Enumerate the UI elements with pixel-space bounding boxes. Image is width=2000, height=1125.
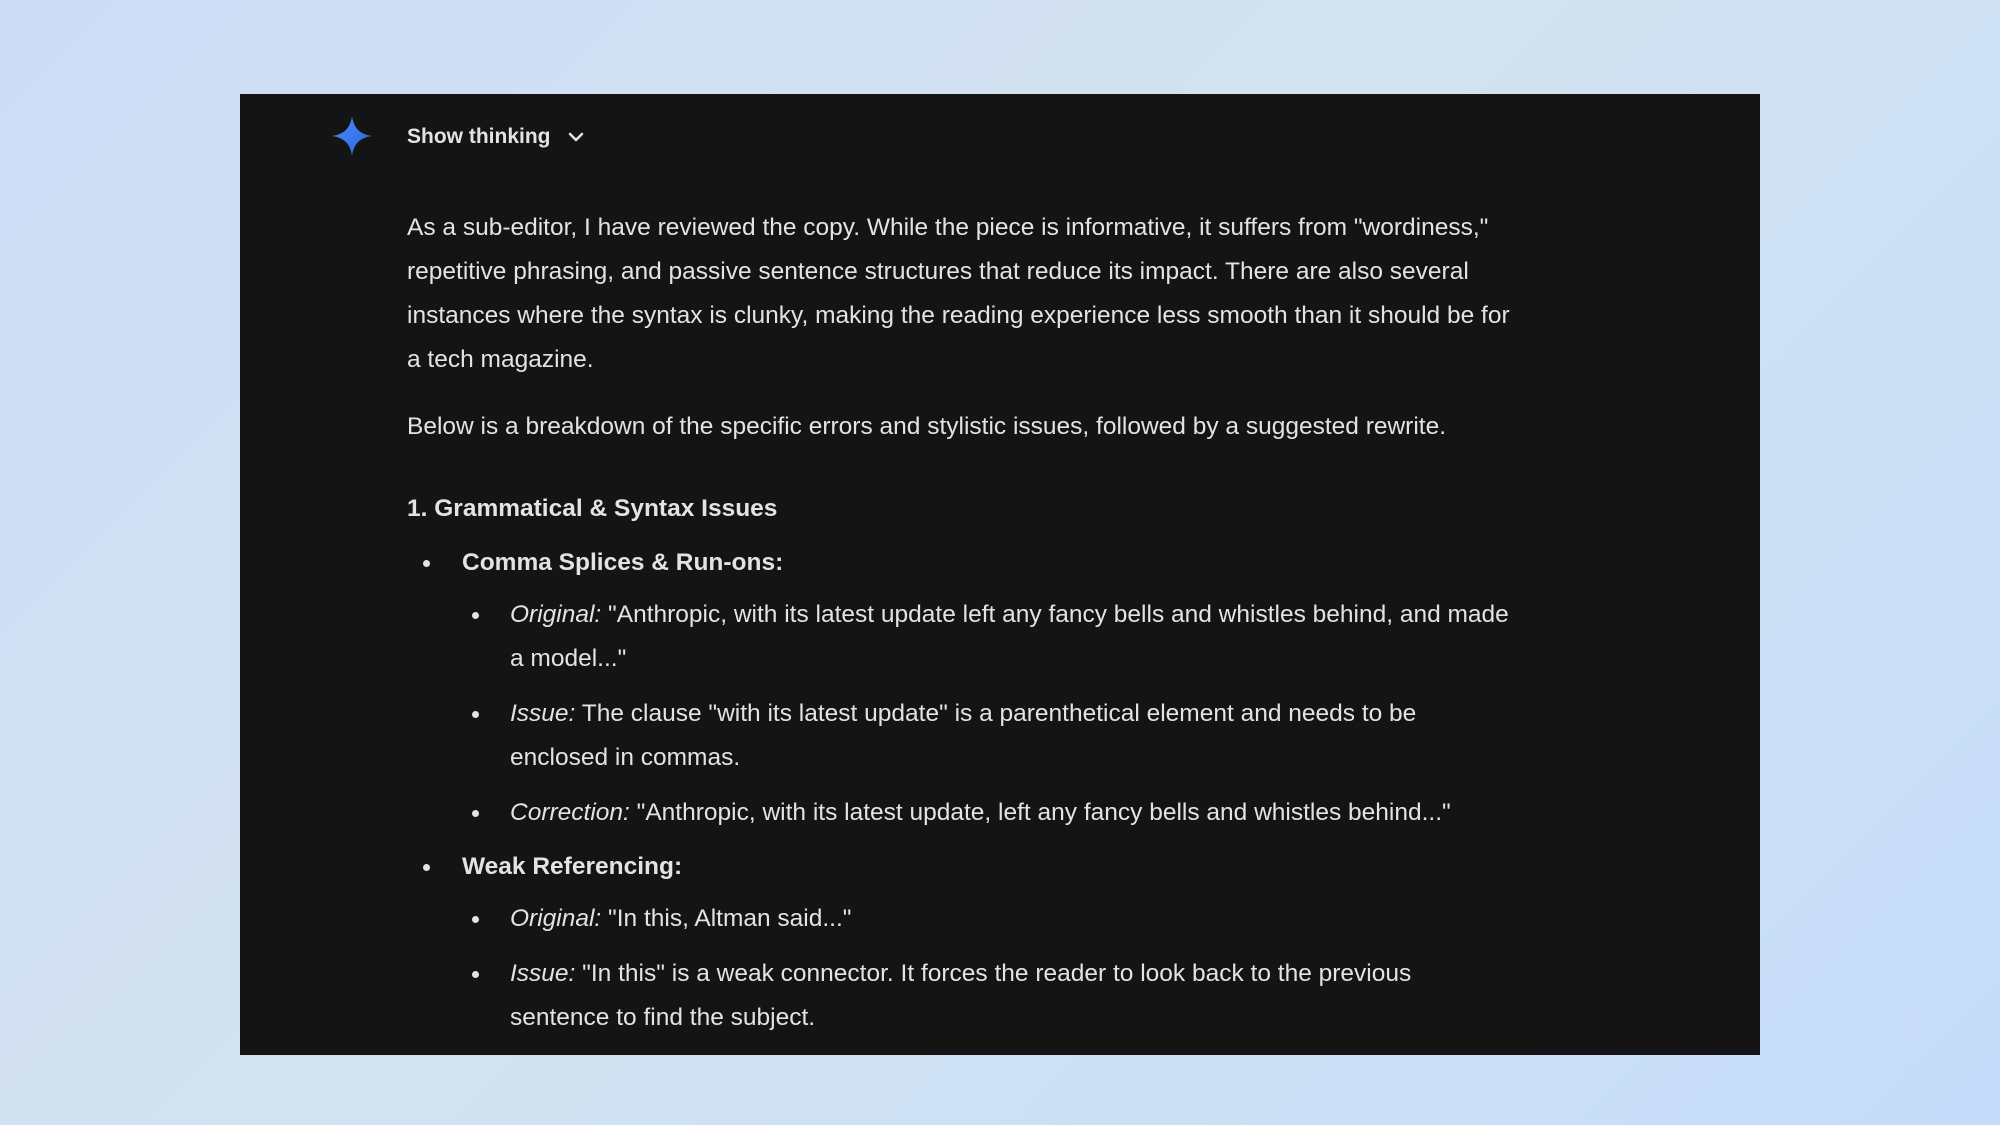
sub-list-item: [462, 791, 1517, 835]
sub-item-label: Correction:: [510, 799, 630, 826]
chat-response-panel: [240, 94, 1760, 1055]
show-thinking-label: Show thinking: [407, 125, 551, 148]
sub-item-label: Original:: [510, 905, 602, 932]
gemini-spark-icon: [332, 116, 372, 156]
sub-list: [462, 897, 1517, 1040]
list-item-title: Comma Splices & Run-ons:: [462, 549, 784, 576]
sub-item-text: "Anthropic, with its latest update left any fancy bells and whistles behind, and made a model...": [510, 601, 1509, 672]
intro-paragraph: As a sub-editor, I have reviewed the copy. While the piece is informative, it suffers from "wordiness," repetitive phrasing, and passive sentence structures that reduce its impact. There are also several instances where the syntax is clunky, making the reading experience less smooth than it should be for a tech magazine.: [407, 214, 1510, 373]
sub-list: [462, 593, 1517, 835]
breakdown-paragraph: Below is a breakdown of the specific errors and stylistic issues, followed by a suggested rewrite.: [407, 413, 1447, 440]
sub-list-item: [462, 952, 1517, 1040]
sub-item-text: "Anthropic, with its latest update, left any fancy bells and whistles behind...": [629, 799, 1451, 826]
sub-list-item: [462, 692, 1517, 780]
list-item-title: Weak Referencing:: [462, 853, 683, 880]
sub-item-label: Issue:: [510, 700, 576, 727]
response-content: [407, 206, 1517, 1040]
sub-item-label: Original:: [510, 601, 602, 628]
issue-list: [407, 541, 1517, 1040]
response-header: [240, 94, 1760, 178]
sub-item-text: "In this" is a weak connector. It forces the reader to look back to the previous sentence to find the subject.: [510, 960, 1412, 1031]
sub-list-item: [462, 897, 1517, 941]
list-item: [407, 845, 1517, 1040]
sub-item-text: The clause "with its latest update" is a parenthetical element and needs to be enclosed in commas.: [510, 700, 1417, 771]
sub-item-label: Issue:: [510, 960, 576, 987]
sub-list-item: [462, 593, 1517, 681]
section-heading: 1. Grammatical & Syntax Issues: [407, 495, 778, 522]
sub-item-text: "In this, Altman said...": [601, 905, 852, 932]
chevron-down-icon: [566, 127, 586, 147]
list-item: [407, 541, 1517, 835]
show-thinking-toggle[interactable]: [407, 122, 586, 152]
